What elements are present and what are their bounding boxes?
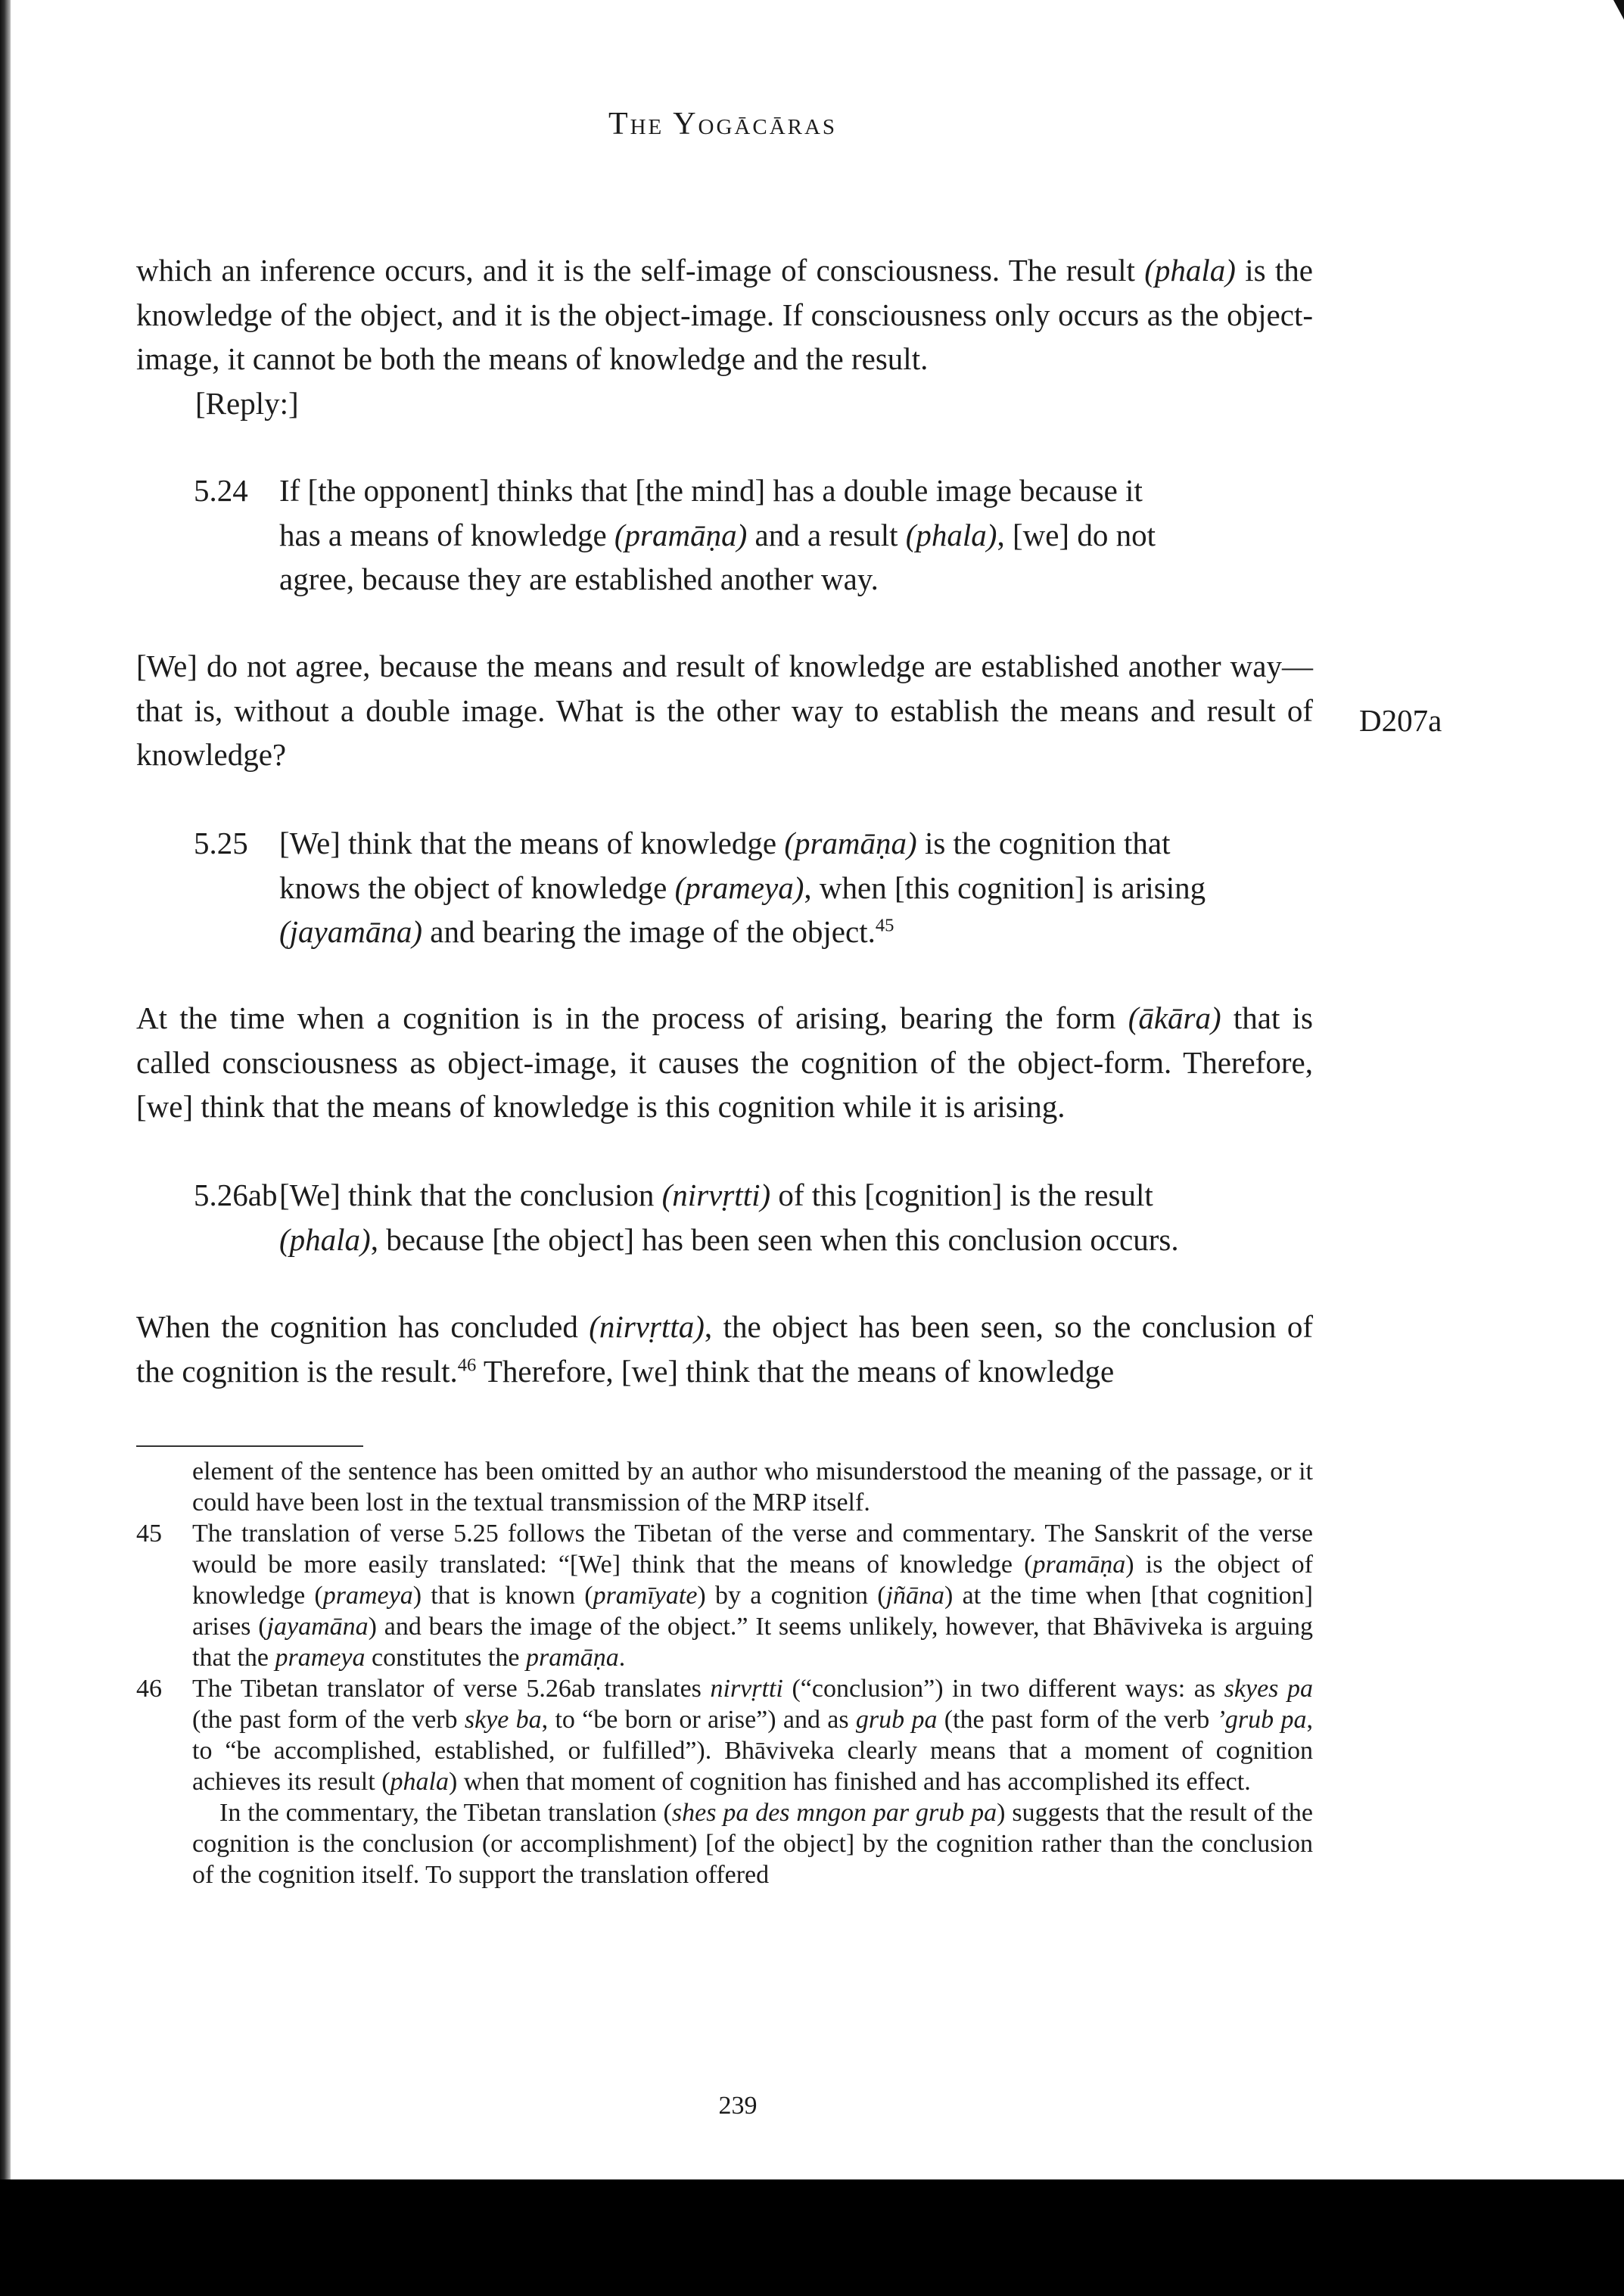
margin-reference: D207a xyxy=(1359,703,1442,738)
scan-bottom-band xyxy=(0,2179,1624,2296)
paragraph-1: which an inference occurs, and it is the self-image of consciousness. The result (phala) is the knowledge of the object, and it is the object-image. If consciousness only occurs as the object-image, it cannot be both the means of knowledge and the result. [Reply:] xyxy=(136,248,1313,425)
verse-5-24: 5.24 If [the opponent] thinks that [the mind] has a double image because it has a means of knowledge (pramāṇa) and a result (phala), [we] do not agree, because they are established another way. xyxy=(194,468,1255,602)
footnote-ref-45: 45 xyxy=(875,915,894,936)
verse-number: 5.24 xyxy=(194,473,248,508)
verse-5-26ab: 5.26ab[We] think that the conclusion (nirvṛtti) of this [cognition] is the result (phala), because [the object] has been seen when this conclusion occurs. xyxy=(194,1173,1255,1262)
running-head: The Yogācāras xyxy=(608,107,838,142)
verse-5-25: 5.25 [We] think that the means of knowledge (pramāṇa) is the cognition that knows the object of knowledge (prameya), when [this cognition] is arising (jayamāna) and bearing the image of the object.$^{45}$ xyxy=(194,821,1255,954)
footnote-continuation: element of the sentence has been omitted by an author who misunderstood the meaning of the passage, or it could have been lost in the textual transmission of the MRP itself. xyxy=(192,1458,1313,1517)
verse-number: 5.25 xyxy=(194,826,248,860)
reply-label: [Reply:] xyxy=(195,385,299,421)
footnote-number: 46 xyxy=(136,1675,162,1703)
paragraph-3: At the time when a cognition is in the process of arising, bearing the form (ākāra) that is called consciousness as object-image, it causes the cognition of the object-form. Therefore, [we] think that the means of knowledge is this cognition while it is arising. xyxy=(136,1000,1313,1124)
paragraph-2: [We] do not agree, because the means and result of knowledge are established another way—that is, without a double image. What is the other way to establish the means and result of knowledge? xyxy=(136,649,1313,772)
verse-number: 5.26ab xyxy=(194,1178,278,1212)
footnote-rule xyxy=(136,1445,363,1447)
footnote-46-paragraph-2: In the commentary, the Tibetan translation (shes pa des mngon par grub pa) suggests that the result of the cognition is the conclusion (or accomplishment) [of the object] by the cognition rather than the conclusion of the cognition itself. To support the translation offered xyxy=(192,1799,1313,1889)
scan-corner-mark xyxy=(1613,0,1624,20)
footnote-number: 45 xyxy=(136,1520,162,1548)
footnotes xyxy=(136,1456,1313,1890)
paragraph-4: When the cognition has concluded (nirvṛtta), the object has been seen, so the conclusion of the cognition is the result.$^{46}$ Therefore, [we] think that the means of knowledge xyxy=(136,1309,1313,1389)
scan-left-edge xyxy=(0,0,11,2179)
page-number: 239 xyxy=(718,2092,758,2120)
footnote-45: 45 The translation of verse 5.25 follows the Tibetan of the verse and commentary. The Sanskrit of the verse would be more easily translated: “[We] think that the means of knowledge (pramāṇa) is the object of knowledge (prameya) that is known (pramīyate) by a cognition (jñāna) at the time when [that cognition] arises (jayamāna) and bears the image of the object.” It seems unlikely, however, that Bhāviveka is arguing that the prameya constitutes the pramāṇa. xyxy=(136,1520,1314,1672)
footnote-ref-46: 46 xyxy=(457,1354,477,1375)
footnote-46: 46 The Tibetan translator of verse 5.26ab translates nirvṛtti (“conclusion”) in two different ways: as skyes pa (the past form of the verb skye ba, to “be born or arise”) and as grub pa (the past form of the verb ’grub pa, to “be accomplished, established, or fulfilled”). Bhāviveka clearly means that a moment of cognition achieves its result (phala) when that moment of cognition has finished and has accomplished its effect. xyxy=(136,1675,1313,1796)
